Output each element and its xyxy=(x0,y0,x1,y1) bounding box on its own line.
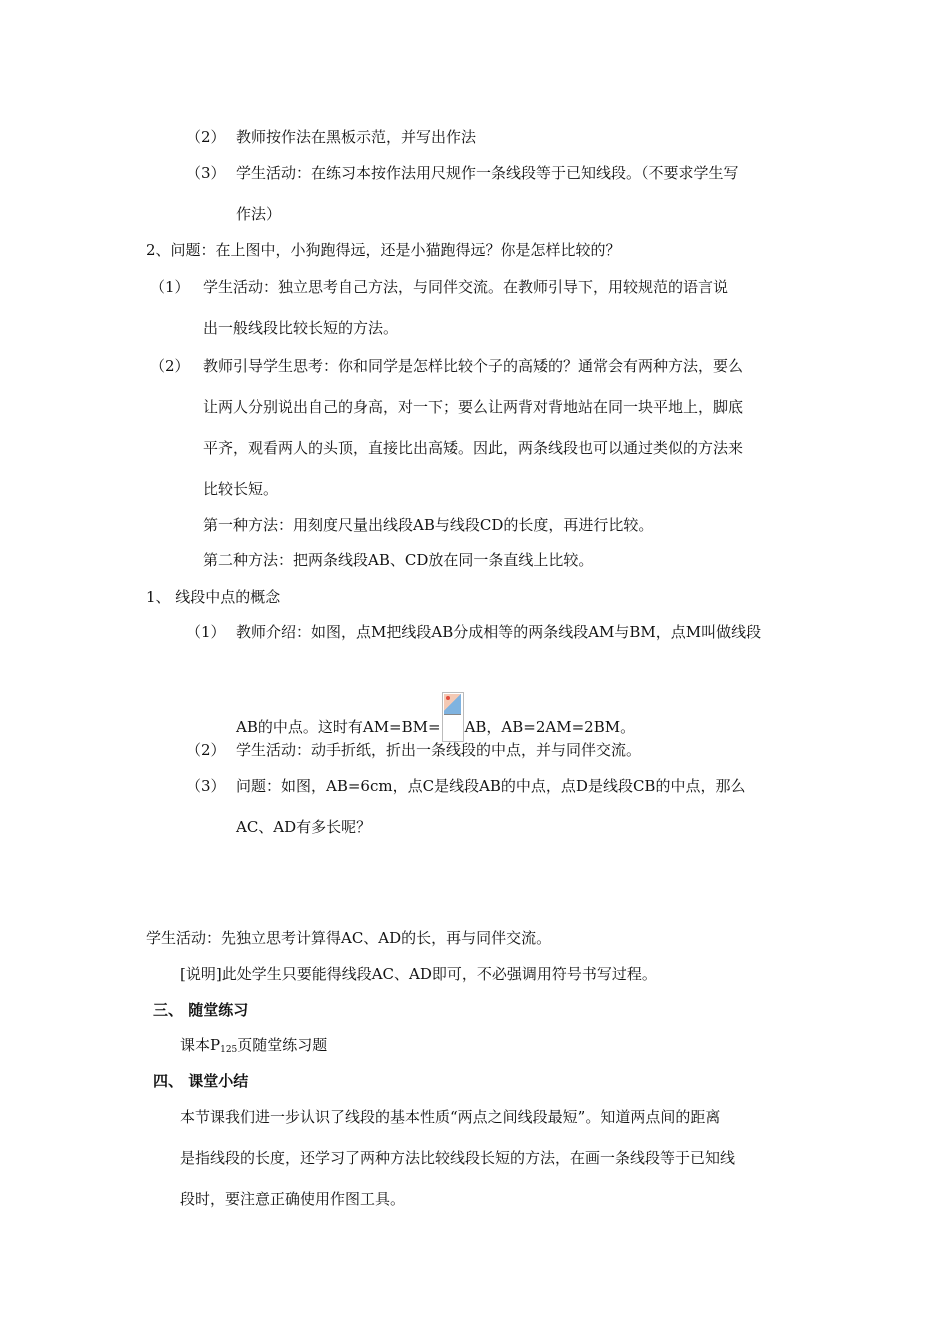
paragraph-line: 是指线段的长度，还学习了两种方法比较线段长短的方法，在画一条线段等于已知线 xyxy=(180,1149,736,1167)
paragraph-line: 学生活动：先独立思考计算得AC、AD的长，再与同伴交流。 xyxy=(146,929,552,947)
section-heading: 1、 线段中点的概念 xyxy=(146,588,281,606)
paragraph-line xyxy=(180,1035,327,1060)
item-number: （2） xyxy=(186,128,226,146)
paragraph-line: 段时，要注意正确使用作图工具。 xyxy=(180,1190,406,1208)
section-heading: 三、 随堂练习 xyxy=(153,1001,249,1019)
formula-text: AB的中点。这时有AM=BM= xyxy=(236,718,441,736)
paragraph-line: AC、AD有多长呢？ xyxy=(236,818,372,836)
paragraph-line: 教师介绍：如图，点M把线段AB分成相等的两条线段AM与BM，点M叫做线段 xyxy=(236,623,762,641)
paragraph-line: 教师引导学生思考：你和同学是怎样比较个子的高矮的？通常会有两种方法，要么 xyxy=(203,357,744,375)
note-line: [说明]此处学生只要能得线段AC、AD即可，不必强调用符号书写过程。 xyxy=(180,965,657,983)
item-number: （2） xyxy=(150,357,190,375)
paragraph-line: 学生活动：在练习本按作法用尺规作一条线段等于已知线段。（不要求学生写 xyxy=(236,164,739,182)
paragraph-line: 让两人分别说出自己的身高，对一下；要么让两背对背地站在同一块平地上，脚底 xyxy=(203,398,744,416)
paragraph-line: 第一种方法：用刻度尺量出线段AB与线段CD的长度，再进行比较。 xyxy=(203,516,654,534)
paragraph-line: 教师按作法在黑板示范，并写出作法 xyxy=(236,128,477,146)
paragraph-line: 本节课我们进一步认识了线段的基本性质“两点之间线段最短”。知道两点间的距离 xyxy=(180,1108,721,1126)
paragraph-line: 作法） xyxy=(236,205,282,223)
paragraph-line: 学生活动：独立思考自己方法，与同伴交流。在教师引导下，用较规范的语言说 xyxy=(203,278,729,296)
formula-line xyxy=(236,692,635,742)
paragraph-line: 出一般线段比较长短的方法。 xyxy=(203,319,399,337)
paragraph-line: 平齐，观看两人的头顶，直接比出高矮。因此，两条线段也可以通过类似的方法来 xyxy=(203,439,744,457)
item-number: （1） xyxy=(150,278,190,296)
section-heading: 四、 课堂小结 xyxy=(153,1072,249,1090)
paragraph-line: 第二种方法：把两条线段AB、CD放在同一条直线上比较。 xyxy=(203,551,594,569)
question-line: 2、问题：在上图中，小狗跑得远，还是小猫跑得远？你是怎样比较的？ xyxy=(146,241,621,259)
item-number: （3） xyxy=(186,777,226,795)
paragraph-line: 比较长短。 xyxy=(203,480,279,498)
paragraph-line: 问题：如图，AB=6cm，点C是线段AB的中点，点D是线段CB的中点，那么 xyxy=(236,777,746,795)
formula-text: AB，AB=2AM=2BM。 xyxy=(464,718,636,736)
fraction-image-icon xyxy=(442,692,464,742)
text-segment: 课本P xyxy=(180,1036,221,1054)
subscript-page-number: 125 xyxy=(220,1045,238,1055)
item-number: （3） xyxy=(186,164,226,182)
paragraph-line: 学生活动：动手折纸，折出一条线段的中点，并与同伴交流。 xyxy=(236,741,642,759)
item-number: （1） xyxy=(186,623,226,641)
item-number: （2） xyxy=(186,741,226,759)
text-segment: 页随堂练习题 xyxy=(237,1036,328,1054)
